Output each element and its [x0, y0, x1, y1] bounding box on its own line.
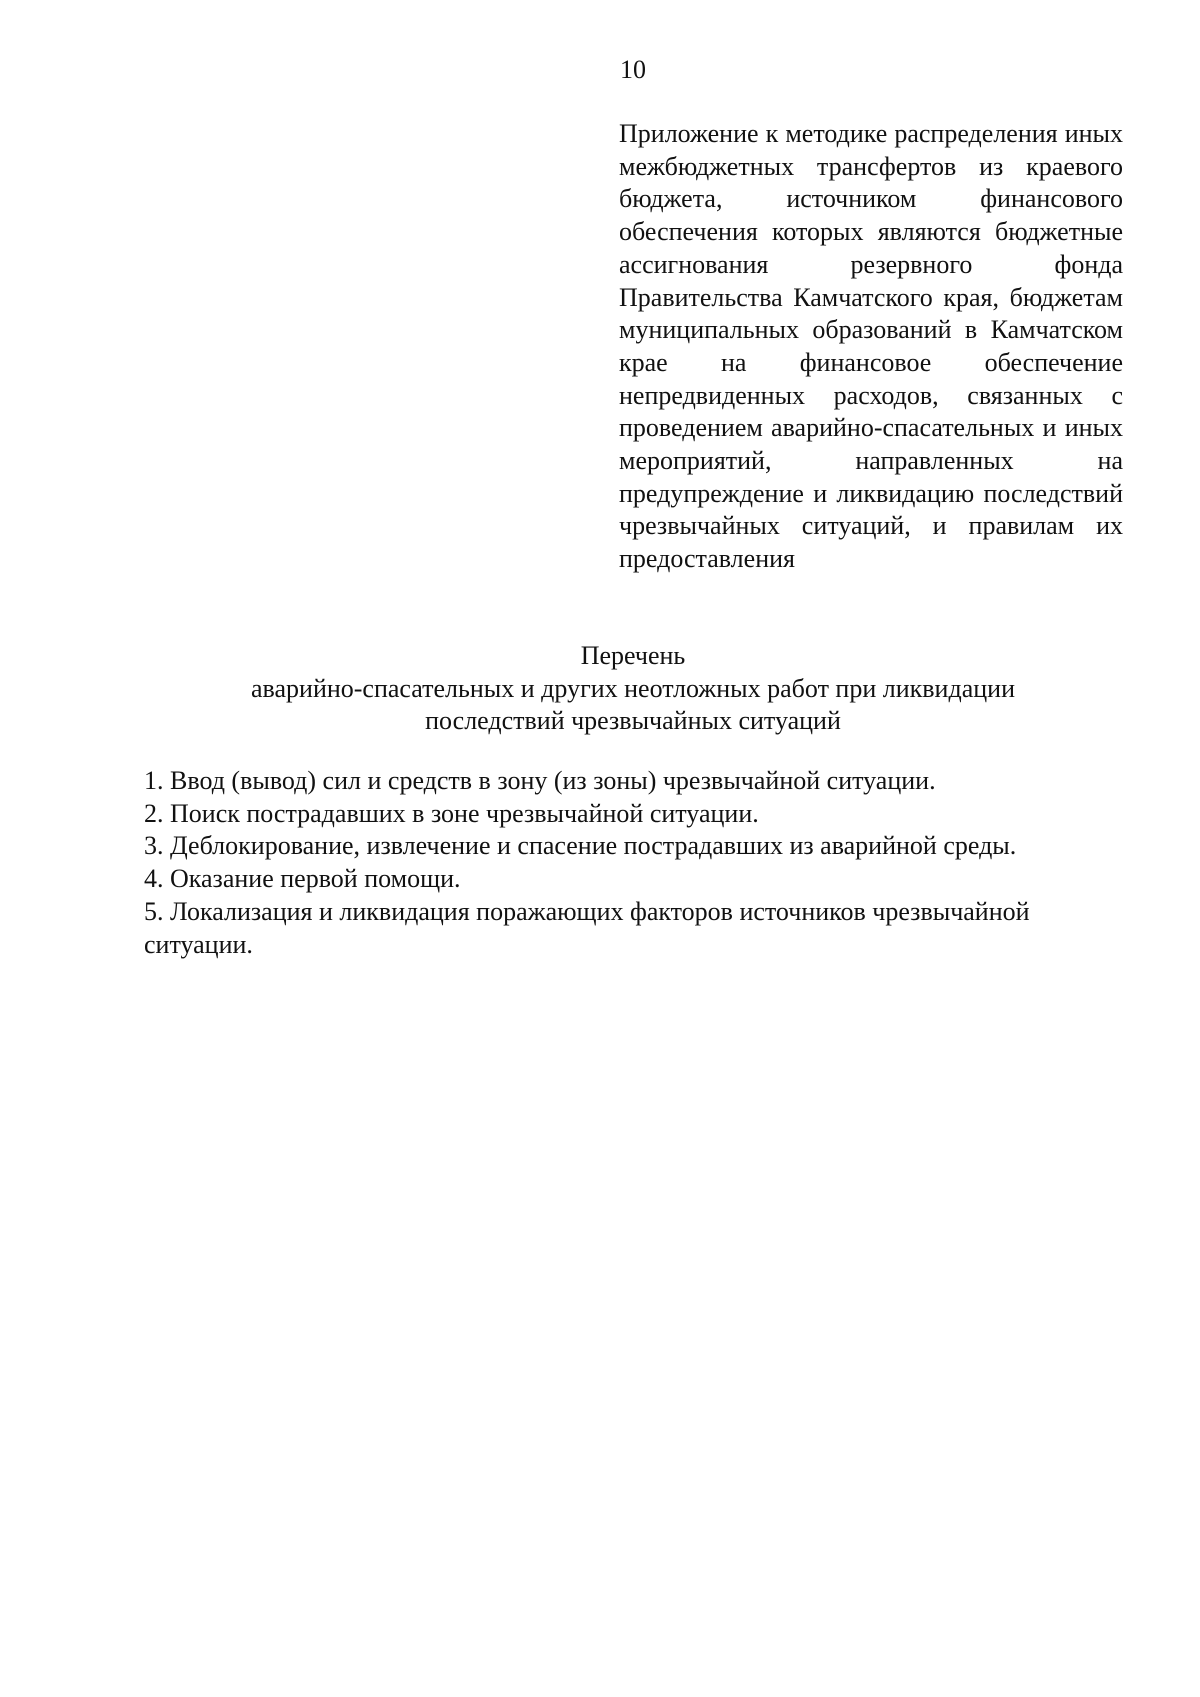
list-item: 4. Оказание первой помощи.: [144, 864, 461, 894]
document-title: [0, 640, 1200, 738]
works-list: [144, 765, 1124, 961]
title-line-2: аварийно-спасательных и других неотложных работ при ликвидации: [251, 673, 1015, 703]
title-line-3: последствий чрезвычайных ситуаций: [425, 706, 841, 736]
list-item: 5. Локализация и ликвидация поражающих факторов источников чрезвычайной ситуации.: [144, 896, 1030, 959]
title-line-1: Перечень: [580, 641, 686, 670]
page-number: 10: [620, 55, 646, 84]
list-item: 1. Ввод (вывод) сил и средств в зону (из зоны) чрезвычайной ситуации.: [144, 766, 936, 795]
list-item: 2. Поиск пострадавших в зоне чрезвычайной ситуации.: [144, 798, 759, 828]
list-item: 3. Деблокирование, извлечение и спасение пострадавших из аварийной среды.: [144, 831, 1017, 861]
appendix-reference: Приложение к методике распределения иных межбюджетных трансфертов из краевого бюджета, источником финансового обеспечения которых являются бюджетные ассигнования резервного фонда Правительства Камчатского края, бюджетам муниципальных образований в Камчатском крае на финансовое обеспечение непредвиденных расходов, связанных с проведением аварийно-спасательных и иных мероприятий, направленных на предупреждение и ликвидацию последствий чрезвычайных ситуаций, и правилам их предоставления: [619, 119, 1123, 574]
